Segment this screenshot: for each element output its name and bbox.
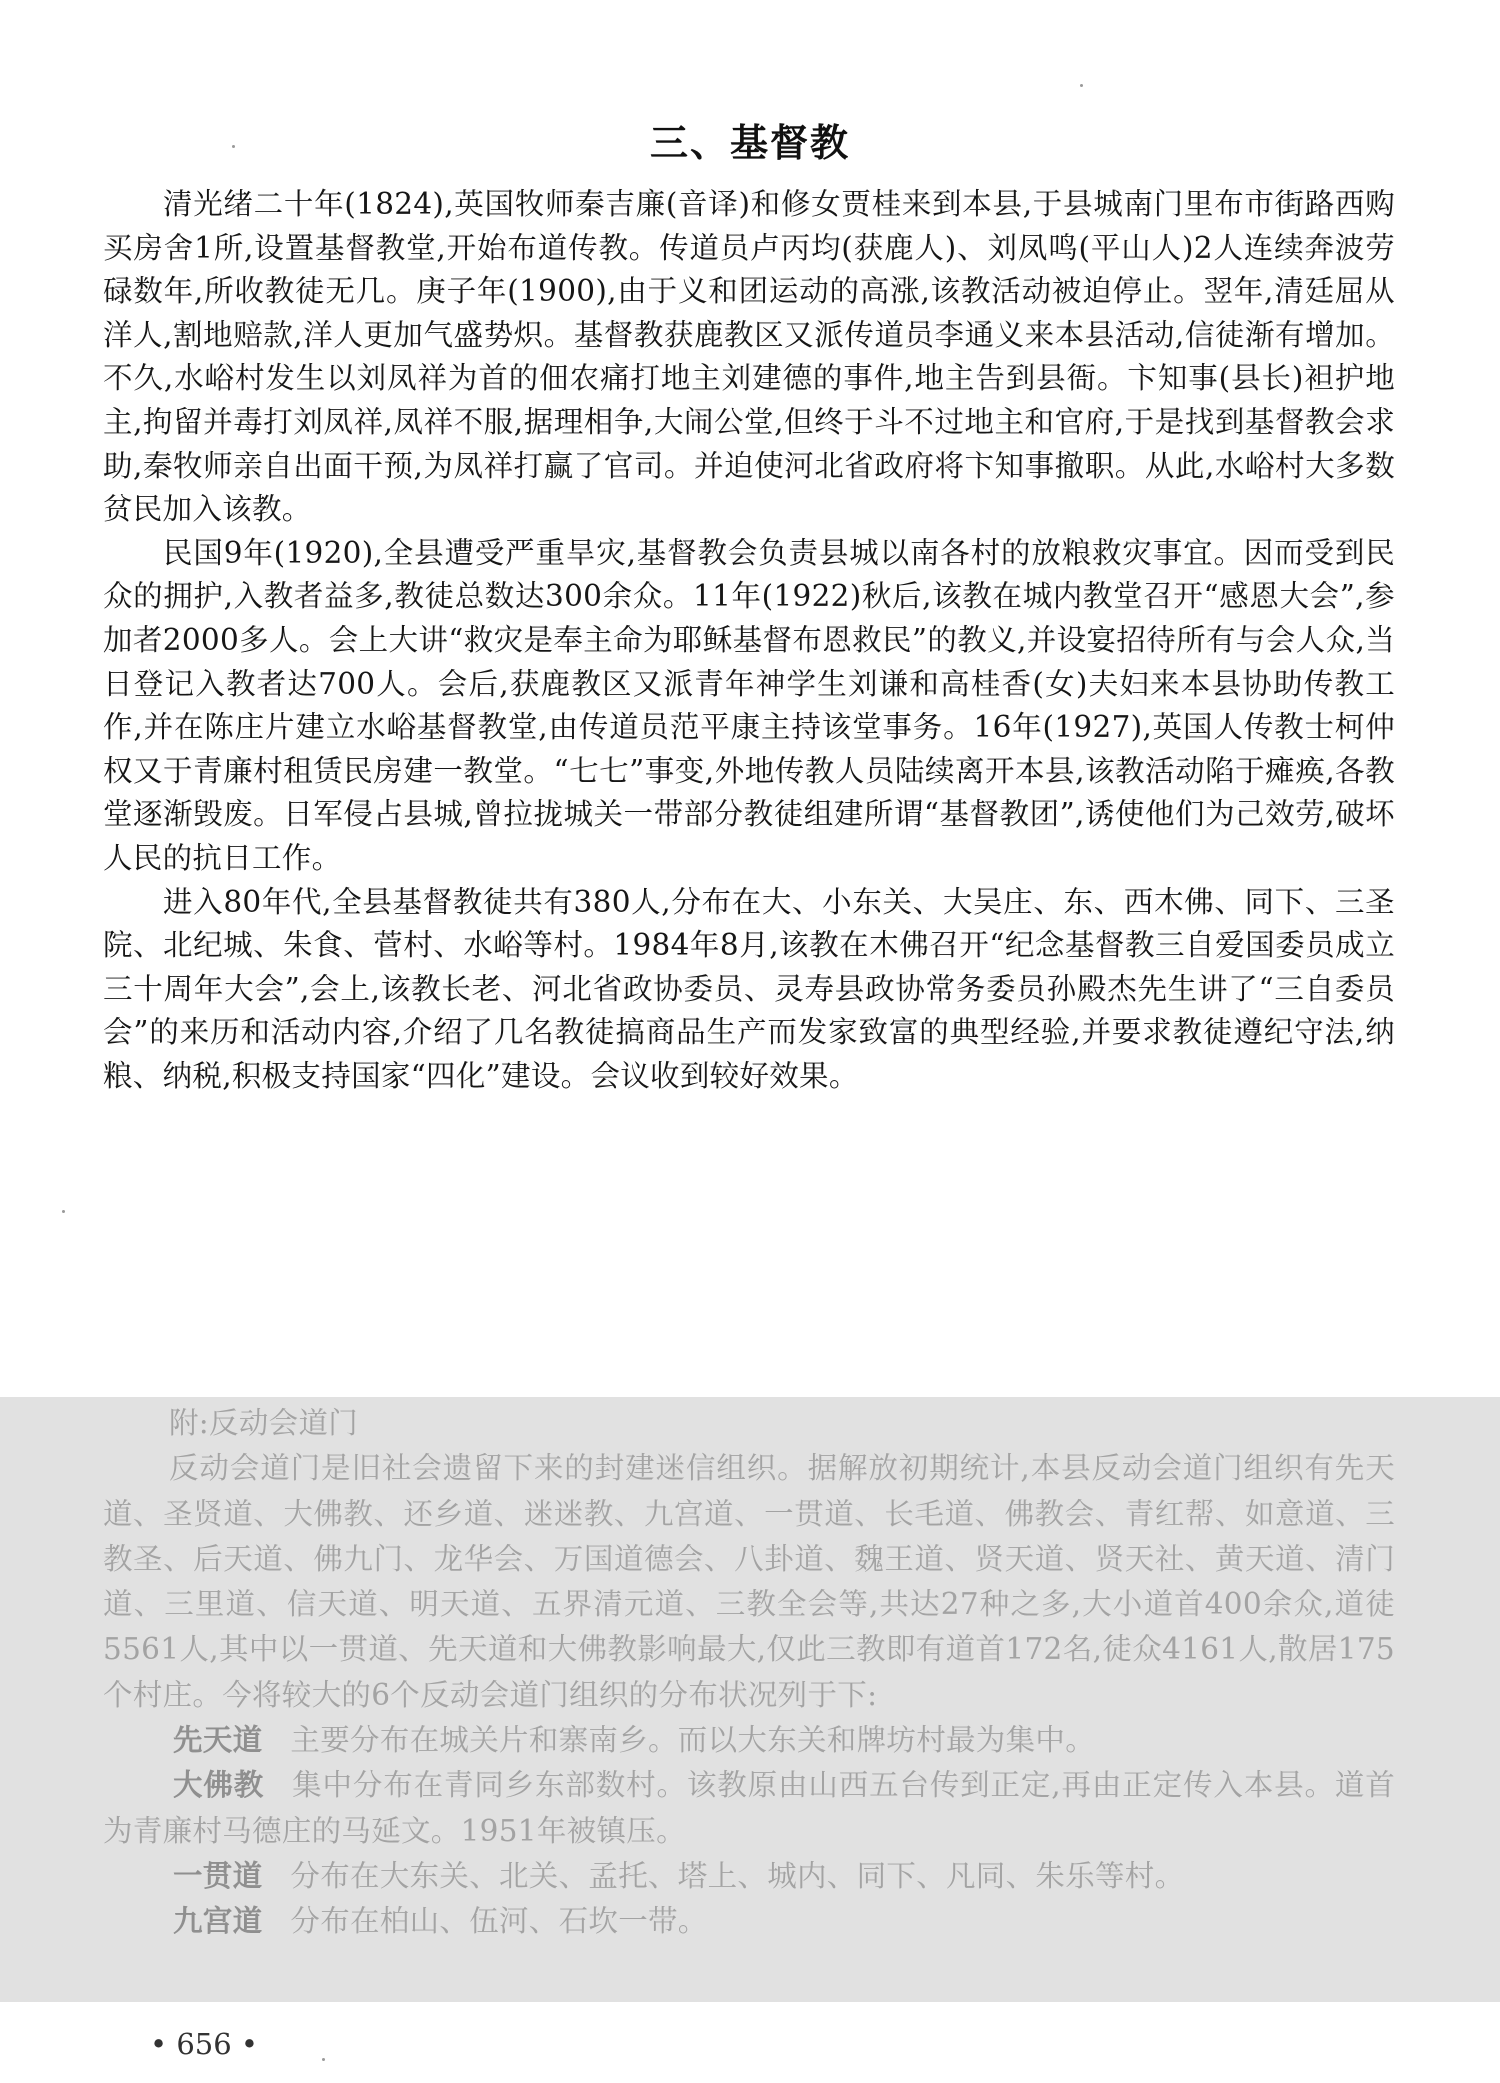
- item-text: 集中分布在青同乡东部数村。该教原由山西五台传到正定,再由正定传入本县。道首为青廉村马德庄的马延文。1951年被镇压。: [103, 1768, 1395, 1848]
- paragraph-3: 进入80年代,全县基督教徒共有380人,分布在大、小东关、大吴庄、东、西木佛、同下、三圣院、北纪城、朱食、菅村、水峪等村。1984年8月,该教在木佛召开“纪念基督教三自爱国委员成立三十周年大会”,会上,该教长老、河北省政协委员、灵寿县政协常务委员孙殿杰先生讲了“三自委员会”的来历和活动内容,介绍了几名教徒搞商品生产而发家致富的典型经验,并要求教徒遵纪守法,纳粮、纳税,积极支持国家“四化”建设。会议收到较好效果。: [103, 884, 1395, 1093]
- item-text: 分布在柏山、伍河、石坎一带。: [290, 1904, 708, 1939]
- item-text: 主要分布在城关片和寨南乡。而以大东关和牌坊村最为集中。: [290, 1723, 1096, 1758]
- scan-speck: [232, 145, 235, 148]
- scan-speck: [62, 1210, 65, 1213]
- section-title: 三、基督教: [649, 121, 850, 165]
- scan-speck: [1080, 84, 1083, 87]
- item-term: 先天道: [173, 1723, 263, 1758]
- appendix-item: [103, 1718, 1395, 1763]
- appendix-item: [103, 1899, 1395, 1944]
- paragraph-2: 民国9年(1920),全县遭受严重旱灾,基督教会负责县城以南各村的放粮救灾事宜。因而受到民众的拥护,入教者益多,教徒总数达300余众。11年(1922)秋后,该教在城内教堂召开“感恩大会”,参加者2000多人。会上大讲“救灾是奉主命为耶稣基督布恩救民”的教义,并设宴招待所有与会人众,当日登记入教者达700人。会后,获鹿教区又派青年神学生刘谦和高桂香(女)夫妇来本县协助传教工作,并在陈庄片建立水峪基督教堂,由传道员范平康主持该堂事务。16年(1927),英国人传教士柯仲权又于青廉村租赁民房建一教堂。“七七”事变,外地传教人员陆续离开本县,该教活动陷于瘫痪,各教堂逐渐毁废。日军侵占县城,曾拉拢城关一带部分教徒组建所谓“基督教团”,诱使他们为己效劳,破坏人民的抗日工作。: [103, 535, 1395, 875]
- appendix-section: [103, 1401, 1395, 1945]
- main-body: [103, 183, 1395, 1098]
- page-number: • 656 •: [150, 2027, 258, 2061]
- item-term: 九宫道: [173, 1904, 263, 1939]
- appendix-intro: 反动会道门是旧社会遗留下来的封建迷信组织。据解放初期统计,本县反动会道门组织有先天道、圣贤道、大佛教、还乡道、迷迷教、九宫道、一贯道、长毛道、佛教会、青红帮、如意道、三教圣、后天道、佛九门、龙华会、万国道德会、八卦道、魏王道、贤天道、贤天社、黄天道、清门道、三里道、信天道、明天道、五界清元道、三教全会等,共达27种之多,大小道首400余众,道徒5561人,其中以一贯道、先天道和大佛教影响最大,仅此三教即有道首172名,徒众4161人,散居175个村庄。今将较大的6个反动会道门组织的分布状况列于下:: [103, 1451, 1395, 1712]
- appendix-item: [103, 1854, 1395, 1899]
- appendix-item: [103, 1763, 1395, 1854]
- item-term: 大佛教: [173, 1768, 265, 1803]
- item-term: 一贯道: [173, 1858, 263, 1893]
- appendix-heading: 附:反动会道门: [169, 1406, 359, 1440]
- scan-speck: [322, 2058, 325, 2061]
- item-text: 分布在大东关、北关、孟托、塔上、城内、同下、凡同、朱乐等村。: [290, 1858, 1185, 1893]
- paragraph-1: 清光绪二十年(1824),英国牧师秦吉廉(音译)和修女贾桂来到本县,于县城南门里布市街路西购买房舍1所,设置基督教堂,开始布道传教。传道员卢丙均(获鹿人)、刘凤鸣(平山人)2人连续奔波劳碌数年,所收教徒无几。庚子年(1900),由于义和团运动的高涨,该教活动被迫停止。翌年,清廷屈从洋人,割地赔款,洋人更加气盛势炽。基督教获鹿教区又派传道员李通义来本县活动,信徒渐有增加。不久,水峪村发生以刘凤祥为首的佃农痛打地主刘建德的事件,地主告到县衙。卞知事(县长)袒护地主,拘留并毒打刘凤祥,凤祥不服,据理相争,大闹公堂,但终于斗不过地主和官府,于是找到基督教会求助,秦牧师亲自出面干预,为凤祥打赢了官司。并迫使河北省政府将卞知事撤职。从此,水峪村大多数贫民加入该教。: [103, 187, 1395, 527]
